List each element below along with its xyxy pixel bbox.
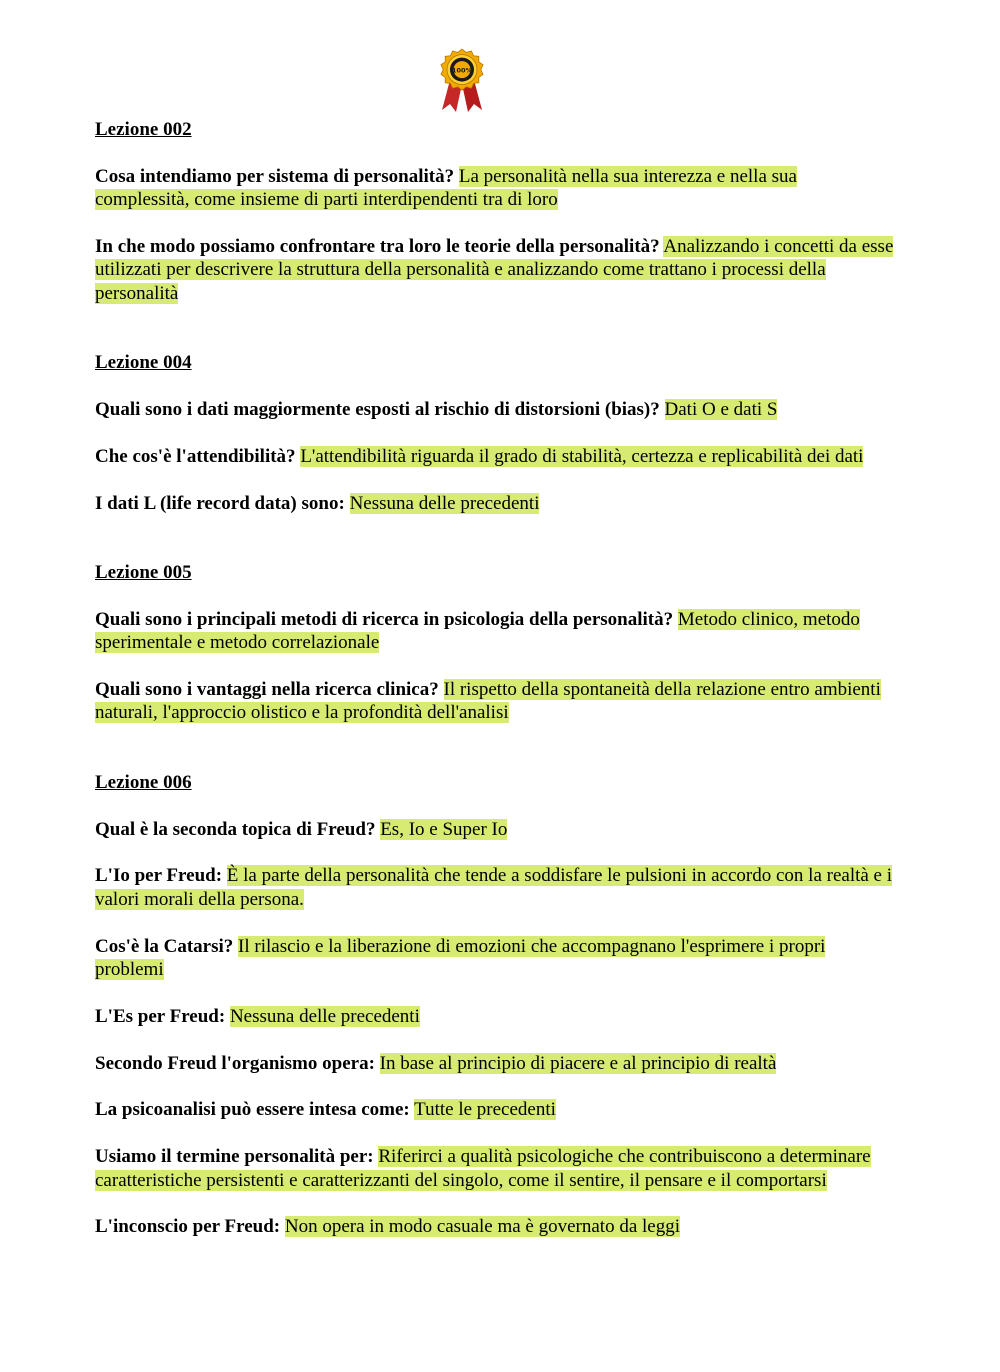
- qa-item: [95, 608, 895, 655]
- question: L'Io per Freud:: [95, 865, 223, 887]
- guarantee-badge: [436, 48, 488, 114]
- qa-item: [95, 1215, 895, 1238]
- lesson-title: Lezione 002: [95, 119, 192, 140]
- qa-item: [95, 1052, 895, 1075]
- qa-item: [95, 445, 895, 468]
- lesson-section: [95, 561, 895, 725]
- lesson-title: Lezione 004: [95, 352, 192, 374]
- answer-highlight: Metodo clinico, metodo sperimentale e metodo correlazionale: [95, 608, 860, 654]
- badge-text: 100%: [451, 66, 473, 75]
- question: Che cos'è l'attendibilità?: [95, 445, 296, 467]
- answer-highlight: Il rilascio e la liberazione di emozioni che accompagnano l'esprimere i propri problemi: [95, 935, 826, 980]
- lesson-title: Lezione 005: [95, 561, 192, 583]
- question: Cosa intendiamo per sistema di personalità?: [95, 165, 455, 187]
- answer-highlight: Nessuna delle precedenti: [229, 1005, 420, 1027]
- answer-highlight: Es, Io e Super Io: [380, 818, 508, 840]
- guarantee-seal-icon: [436, 48, 488, 114]
- question: I dati L (life record data) sono:: [95, 492, 345, 514]
- answer-highlight: Dati O e dati S: [664, 398, 778, 420]
- answer-highlight: L'attendibilità riguarda il grado di stabilità, certezza e replicabilità dei dati: [300, 445, 864, 467]
- qa-item: [95, 818, 895, 841]
- answer-highlight: Riferirci a qualità psicologiche che contribuiscono a determinare caratteristiche persistenti e caratterizzanti del singolo, come il sentire, il pensare e il comportarsi: [95, 1146, 871, 1191]
- qa-item: [95, 1145, 895, 1192]
- question: L'Es per Freud:: [95, 1005, 226, 1027]
- answer-highlight: In base al principio di piacere e al principio di realtà: [379, 1052, 777, 1074]
- question: Qual è la seconda topica di Freud?: [95, 818, 376, 840]
- question: Secondo Freud l'organismo opera:: [95, 1052, 375, 1074]
- question: In che modo possiamo confrontare tra loro le teorie della personalità?: [95, 235, 660, 257]
- answer-highlight: Tutte le precedenti: [414, 1099, 556, 1121]
- qa-item: [95, 492, 895, 515]
- qa-item: [95, 398, 895, 421]
- question: La psicoanalisi può essere intesa come:: [95, 1099, 410, 1121]
- qa-item: [95, 1005, 895, 1028]
- qa-item: [95, 864, 895, 911]
- question: Cos'è la Catarsi?: [95, 935, 234, 957]
- answer-highlight: È la parte della personalità che tende a soddisfare le pulsioni in accordo con la realtà e i valori morali della persona.: [95, 865, 893, 910]
- document-body: [95, 118, 895, 1239]
- question: Quali sono i vantaggi nella ricerca clinica?: [95, 678, 439, 700]
- answer-highlight: Il rispetto della spontaneità della relazione entro ambienti naturali, l'approccio olistico e la profondità dell'analisi: [95, 678, 881, 724]
- lesson-title: Lezione 006: [95, 771, 192, 793]
- answer-highlight: Analizzando i concetti da esse utilizzati per descrivere la struttura della personalità e analizzando come trattano i processi della personalità: [95, 235, 894, 304]
- answer-highlight: La personalità nella sua interezza e nella sua complessità, come insieme di parti interdipendenti tra di loro: [95, 165, 797, 211]
- lesson-section: [95, 118, 895, 305]
- answer-highlight: Non opera in modo casuale ma è governato da leggi: [284, 1216, 681, 1238]
- question: Usiamo il termine personalità per:: [95, 1146, 374, 1168]
- qa-item: [95, 235, 895, 305]
- question: Quali sono i dati maggiormente esposti al rischio di distorsioni (bias)?: [95, 398, 660, 420]
- answer-highlight: Nessuna delle precedenti: [349, 492, 540, 514]
- lesson-section: [95, 351, 895, 515]
- qa-item: [95, 678, 895, 725]
- lesson-section: [95, 771, 895, 1239]
- question: L'inconscio per Freud:: [95, 1216, 281, 1238]
- qa-item: [95, 935, 895, 982]
- qa-item: [95, 1098, 895, 1121]
- qa-item: [95, 165, 895, 212]
- question: Quali sono i principali metodi di ricerca in psicologia della personalità?: [95, 608, 674, 630]
